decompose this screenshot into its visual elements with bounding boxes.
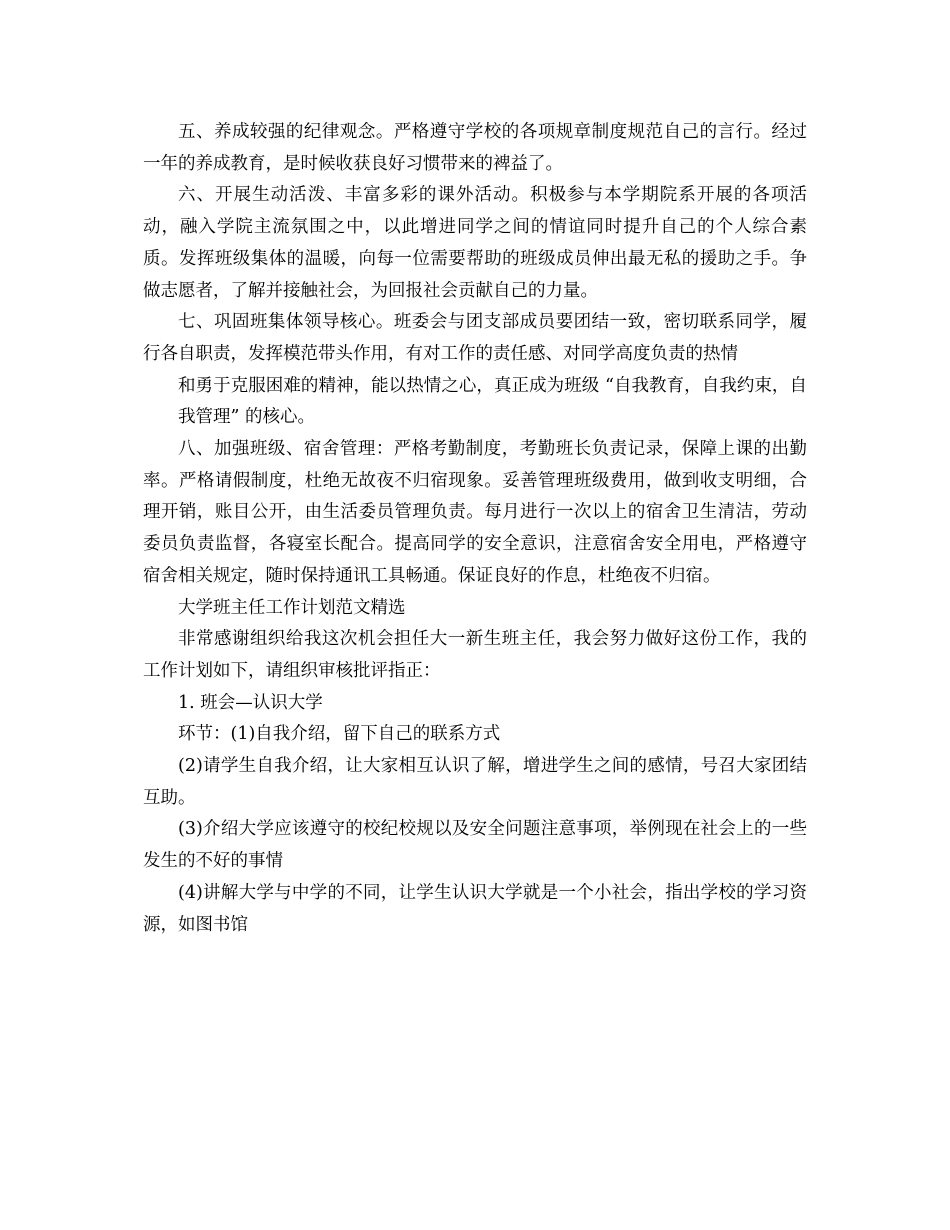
paragraph-activities: 六、开展生动活泼、丰富多彩的课外活动。积极参与本学期院系开展的各项活动，融入学院主流氛围之中，以此增进同学之间的情谊同时提升自己的个人综合素质。发挥班级集体的温暖，向每一位需要帮助的班级成员伸出最无私的援助之手。争做志愿者，了解并接触社会，为回报社会贡献自己的力量。 <box>143 185 807 301</box>
paragraph-discipline: 五、养成较强的纪律观念。严格遵守学校的各项规章制度规范自己的言行。经过一年的养成教育，是时候收获良好习惯带来的裨益了。 <box>143 122 807 174</box>
list-item-step-3: (3)介绍大学应该遵守的校纪校规以及安全问题注意事项，举例现在社会上的一些发生的不好的事情 <box>143 819 807 872</box>
list-item-step-1: 环节：(1)自我介绍，留下自己的联系方式 <box>178 724 501 745</box>
paragraph-intro: 非常感谢组织给我这次机会担任大一新生班主任，我会努力做好这份工作，我的工作计划如下，请组织审核批评指正： <box>143 629 807 681</box>
paragraph-dorm-management: 八、加强班级、宿舍管理：严格考勤制度，考勤班长负责记录，保障上课的出勤率。严格请假制度，杜绝无故夜不归宿现象。妥善管理班级费用，做到收支明细，合理开销，账目公开，由生活委员管理负责。每月进行一次以上的宿舍卫生清洁，劳动委员负责监督，各寝室长配合。提高同学的安全意识，注意宿舍安全用电，严格遵守宿舍相关规定，随时保持通讯工具畅通。保证良好的作息，杜绝夜不归宿。 <box>143 439 807 586</box>
list-item-step-2: (2)请学生自我介绍，让大家相互认识了解，增进学生之间的感情，号召大家团结互助。 <box>143 756 807 808</box>
list-item-step-4: (4)讲解大学与中学的不同，让学生认识大学就是一个小社会，指出学校的学习资源，如图书馆 <box>143 882 807 935</box>
section-heading: 大学班主任工作计划范文精选 <box>178 597 406 618</box>
paragraph-leadership-continued: 和勇于克服困难的精神，能以热情之心，真正成为班级 “自我教育，自我约束，自我管理” 的核心。 <box>178 375 807 428</box>
paragraph-leadership: 七、巩固班集体领导核心。班委会与团支部成员要团结一致，密切联系同学，履行各自职责，发挥模范带头作用，有对工作的责任感、对同学高度负责的热情 <box>143 312 807 364</box>
list-item-class-meeting: 1. 班会—认识大学 <box>178 692 323 713</box>
document-body <box>143 117 807 941</box>
